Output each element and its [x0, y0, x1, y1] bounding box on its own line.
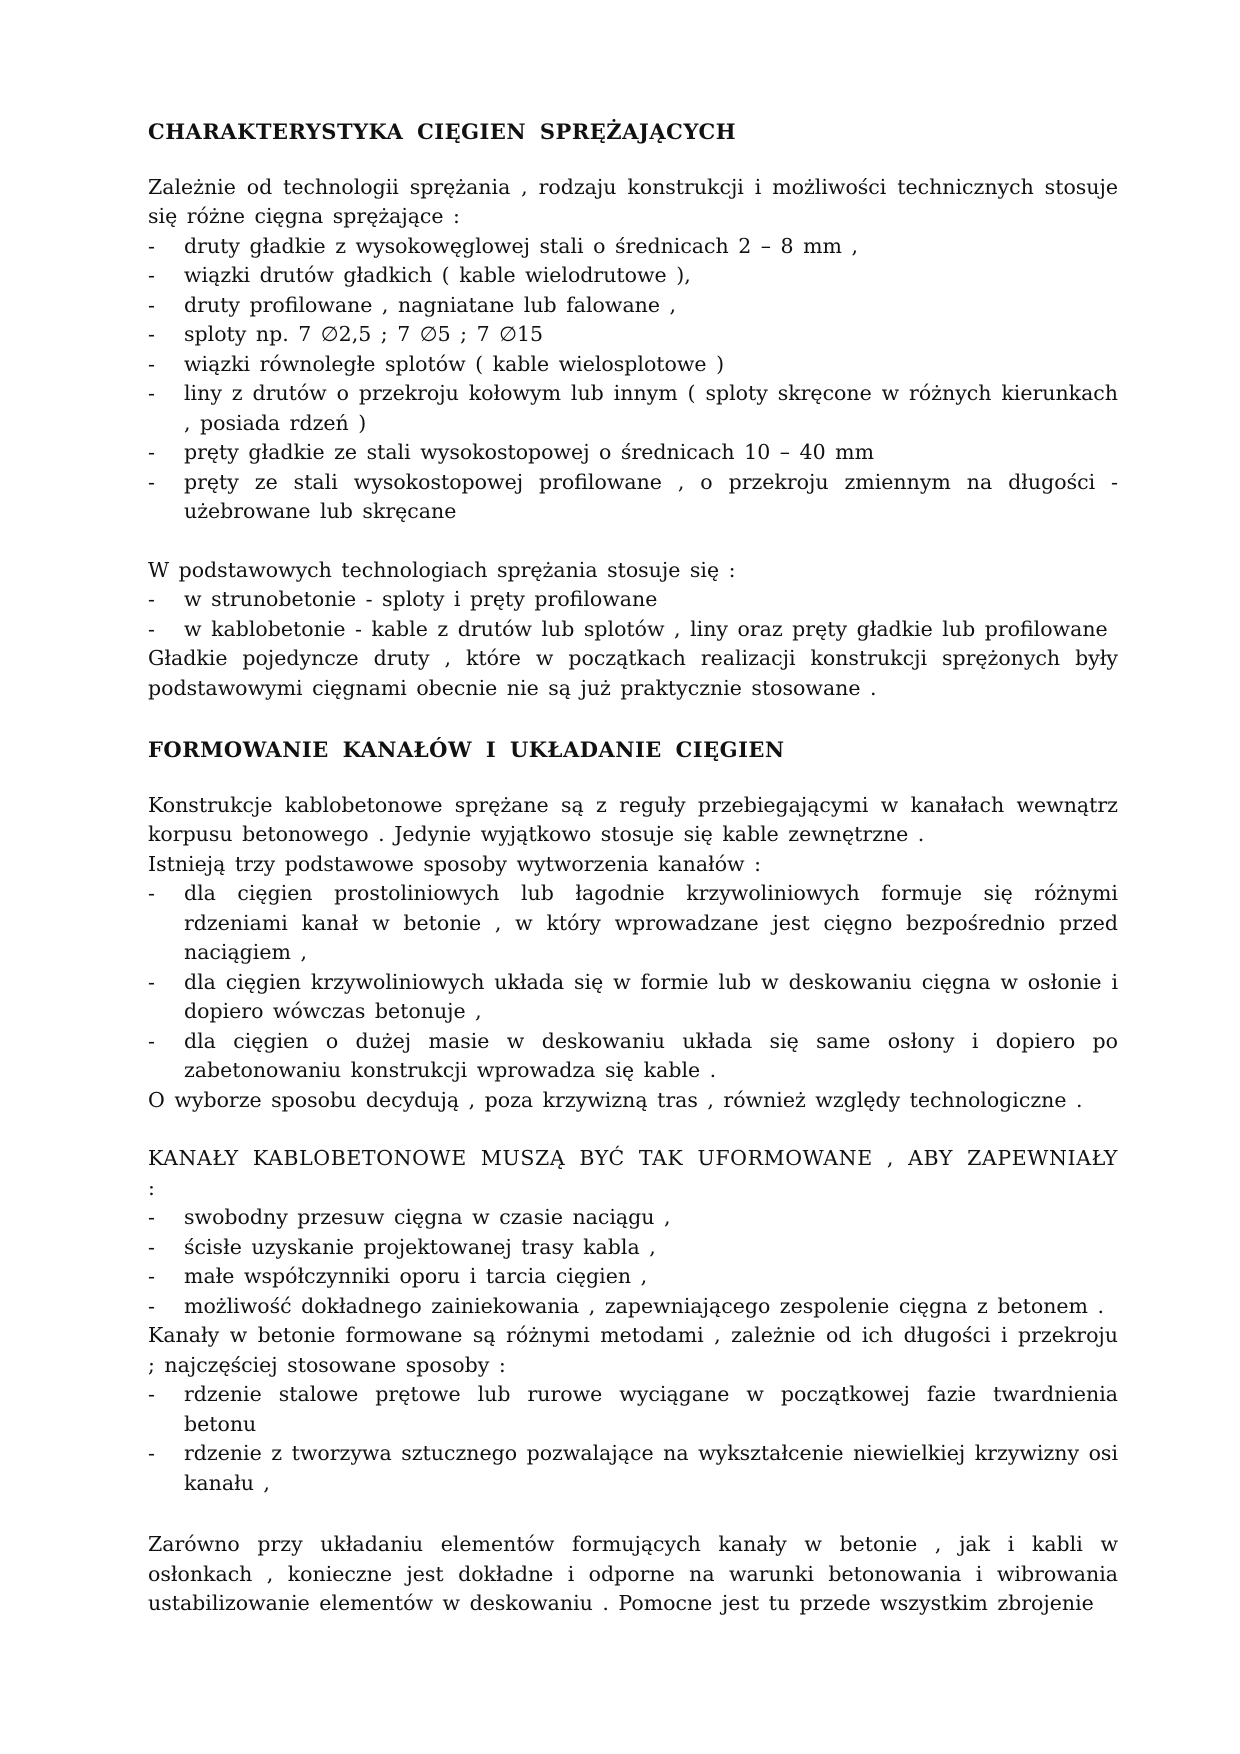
list-item: - druty profilowane , nagniatane lub falowane ,	[148, 292, 677, 317]
list-item: - wiązki równoległe splotów ( kable wielosplotowe )	[148, 351, 725, 376]
list-item: - pręty gładkie ze stali wysokostopowej o średnicach 10 – 40 mm	[148, 440, 875, 464]
list-item: - swobodny przesuw cięgna w czasie naciągu ,	[148, 1205, 671, 1229]
list-item: - rdzenie stalowe prętowe lub rurowe wyciągane w początkowej fazie twardnienia betonu	[148, 1382, 1118, 1436]
list-item: - małe współczynniki oporu i tarcia cięgien ,	[148, 1264, 648, 1288]
paragraph-technologies: W podstawowych technologiach sprężania stosuje się :	[148, 557, 736, 582]
paragraph-methods: Istnieją trzy podstawowe sposoby wytworzenia kanałów :	[148, 851, 762, 876]
list-item: - druty gładkie z wysokowęglowej stali o średnicach 2 – 8 mm ,	[148, 233, 859, 258]
heading-kanaly: KANAŁY KABLOBETONOWE MUSZĄ BYĆ TAK UFORMOWANE , ABY ZAPEWNIAŁY :	[148, 1146, 1118, 1200]
list-item: - wiązki drutów gładkich ( kable wielodrutowe ),	[148, 263, 691, 287]
list-item: - w kablobetonie - kable z drutów lub splotów , liny oraz pręty gładkie lub profilowane	[148, 616, 1108, 641]
paragraph-constructions: Konstrukcje kablobetonowe sprężane są z reguły przebiegającymi w kanałach wewnątrz korpusu betonowego . Jedynie wyjątkowo stosuje się kable zewnętrzne .	[148, 792, 1118, 846]
paragraph-choice: O wyborze sposobu decydują , poza krzywizną tras , również względy technologiczne .	[148, 1087, 1083, 1112]
list-item: - możliwość dokładnego zainiekowania , zapewniającego zespolenie cięgna z betonem .	[148, 1293, 1105, 1318]
list-item: - liny z drutów o przekroju kołowym lub innym ( sploty skręcone w różnych kierunkach , posiada rdzeń )	[148, 381, 1118, 435]
list-channel-methods	[148, 879, 1118, 1086]
list-tendon-types	[148, 232, 1118, 527]
list-requirements	[148, 1203, 1118, 1321]
list-technologies	[148, 585, 1118, 644]
list-item: - sploty np. 7 ∅2,5 ; 7 ∅5 ; 7 ∅15	[148, 322, 544, 346]
paragraph-placement: Zarówno przy układaniu elementów formujących kanały w betonie , jak i kabli w osłonkach , konieczne jest dokładne i odporne na warunki betonowania i wibrowania ustabilizowanie elementów w deskowaniu . Pomocne jest tu przede wszystkim zbrojenie	[148, 1532, 1118, 1615]
paragraph-channel-forming: Kanały w betonie formowane są różnymi metodami , zależnie od ich długości i przekroju ; najczęściej stosowane sposoby :	[148, 1323, 1118, 1377]
list-item: - ścisłe uzyskanie projektowanej trasy kabla ,	[148, 1234, 656, 1259]
heading-formowanie: FORMOWANIE KANAŁÓW I UKŁADANIE CIĘGIEN	[148, 737, 785, 762]
heading-charakterystyka: CHARAKTERYSTYKA CIĘGIEN SPRĘŻAJĄCYCH	[148, 119, 737, 144]
list-item: - dla cięgien o dużej masie w deskowaniu układa się same osłony i dopiero po zabetonowaniu konstrukcji wprowadza się kable .	[148, 1028, 1118, 1082]
list-item: - w strunobetonie - sploty i pręty profilowane	[148, 587, 658, 611]
paragraph-intro: Zależnie od technologii sprężania , rodzaju konstrukcji i możliwości technicznych stosuje się różne cięgna sprężające :	[148, 174, 1118, 228]
list-item: - dla cięgien krzywoliniowych układa się w formie lub w deskowaniu cięgna w osłonie i dopiero wówczas betonuje ,	[148, 969, 1118, 1023]
list-item: - dla cięgien prostoliniowych lub łagodnie krzywoliniowych formuje się różnymi rdzeniami kanał w betonie , w który wprowadzane jest cięgno bezpośrednio przed naciągiem ,	[148, 881, 1118, 964]
document-body	[148, 117, 1118, 1619]
paragraph-smooth-wires: Gładkie pojedyncze druty , które w początkach realizacji konstrukcji sprężonych były podstawowymi cięgnami obecnie nie są już praktycznie stosowane .	[148, 646, 1118, 700]
list-item: - pręty ze stali wysokostopowej profilowane , o przekroju zmiennym na długości - użebrowane lub skręcane	[148, 469, 1118, 523]
list-item: - rdzenie z tworzywa sztucznego pozwalające na wykształcenie niewielkiej krzywizny osi kanału ,	[148, 1441, 1118, 1495]
list-cores	[148, 1380, 1118, 1498]
